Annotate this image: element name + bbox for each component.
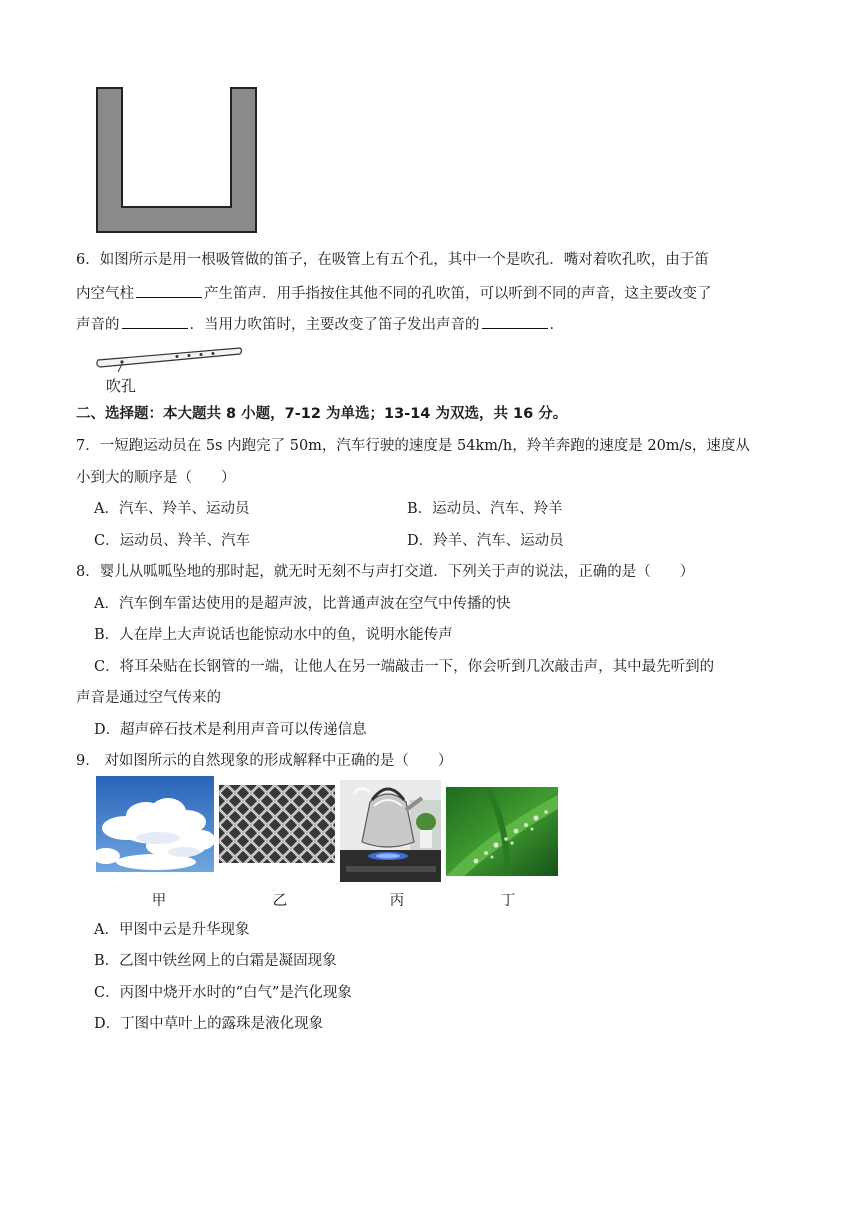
q7-option-c[interactable]: C．运动员、羚羊、汽车 — [94, 533, 251, 549]
caption-jia: 甲 — [151, 893, 167, 909]
flute-label: 吹孔 — [106, 377, 137, 395]
q6-line-1: 6．如图所示是用一根吸管做的笛子，在吸管上有五个孔，其中一个是吹孔．嘴对着吹孔吹，由于笛 — [76, 252, 709, 268]
q6-line-3 — [76, 313, 564, 335]
q7-line-1: 7．一短跑运动员在 5s 内跑完了 50m，汽车行驶的速度是 54km/h，羚羊奔跑的速度是 20m/s，速度从 — [76, 438, 750, 454]
caption-ding: 丁 — [500, 893, 516, 909]
q6-line-3-end: ． — [549, 317, 564, 333]
flute-figure — [94, 342, 246, 372]
q8-option-d[interactable]: D．超声碎石技术是利用声音可以传递信息 — [94, 722, 367, 738]
q7-option-d[interactable]: D．羚羊、汽车、运动员 — [407, 533, 564, 549]
q6-line-2-post: 产生笛声．用手指按住其他不同的孔吹笛，可以听到不同的声音，这主要改变了 — [204, 286, 712, 302]
q7-line-2: 小到大的顺序是（ ） — [76, 470, 236, 486]
q6-line-2-pre: 内空气柱 — [76, 286, 134, 302]
q9-line-1: 9． 对如图所示的自然现象的形成解释中正确的是（ ） — [76, 753, 453, 769]
q6-blank-2[interactable] — [122, 313, 188, 329]
q7-option-a[interactable]: A．汽车、羚羊、运动员 — [94, 501, 250, 517]
q6-blank-1[interactable] — [136, 282, 202, 298]
q8-option-c-line-2: 声音是通过空气传来的 — [76, 690, 221, 706]
q7-option-b[interactable]: B．运动员、汽车、羚羊 — [407, 501, 563, 517]
q8-option-c-line-1[interactable]: C．将耳朵贴在长钢管的一端，让他人在另一端敲击一下，你会听到几次敲击声，其中最先听到的 — [94, 659, 715, 675]
cloud-photo — [96, 776, 214, 872]
caption-bing: 丙 — [389, 893, 405, 909]
u-tube-figure — [95, 86, 259, 236]
q6-line-3-mid: ．当用力吹笛时，主要改变了笛子发出声音的 — [189, 317, 480, 333]
frost-mesh-photo — [219, 785, 335, 863]
q8-option-a[interactable]: A．汽车倒车雷达使用的是超声波，比普通声波在空气中传播的快 — [94, 596, 511, 612]
dew-grass-photo — [446, 787, 558, 876]
caption-yi: 乙 — [272, 893, 288, 909]
section-2-title: 二、选择题：本大题共 8 小题，7-12 为单选；13-14 为双选，共 16 分。 — [76, 406, 568, 422]
q6-line-2 — [76, 282, 712, 304]
kettle-photo — [340, 780, 441, 882]
q8-option-b[interactable]: B．人在岸上大声说话也能惊动水中的鱼，说明水能传声 — [94, 627, 453, 643]
q9-option-d[interactable]: D．丁图中草叶上的露珠是液化现象 — [94, 1016, 324, 1032]
q9-option-c[interactable]: C．丙图中烧开水时的“白气”是汽化现象 — [94, 985, 352, 1001]
q9-option-a[interactable]: A．甲图中云是升华现象 — [94, 922, 250, 938]
q8-line-1: 8．婴儿从呱呱坠地的那时起，就无时无刻不与声打交道．下列关于声的说法，正确的是（ ） — [76, 564, 695, 580]
q6-blank-3[interactable] — [482, 313, 548, 329]
q6-line-3-pre: 声音的 — [76, 317, 120, 333]
q9-option-b[interactable]: B．乙图中铁丝网上的白霜是凝固现象 — [94, 953, 337, 969]
